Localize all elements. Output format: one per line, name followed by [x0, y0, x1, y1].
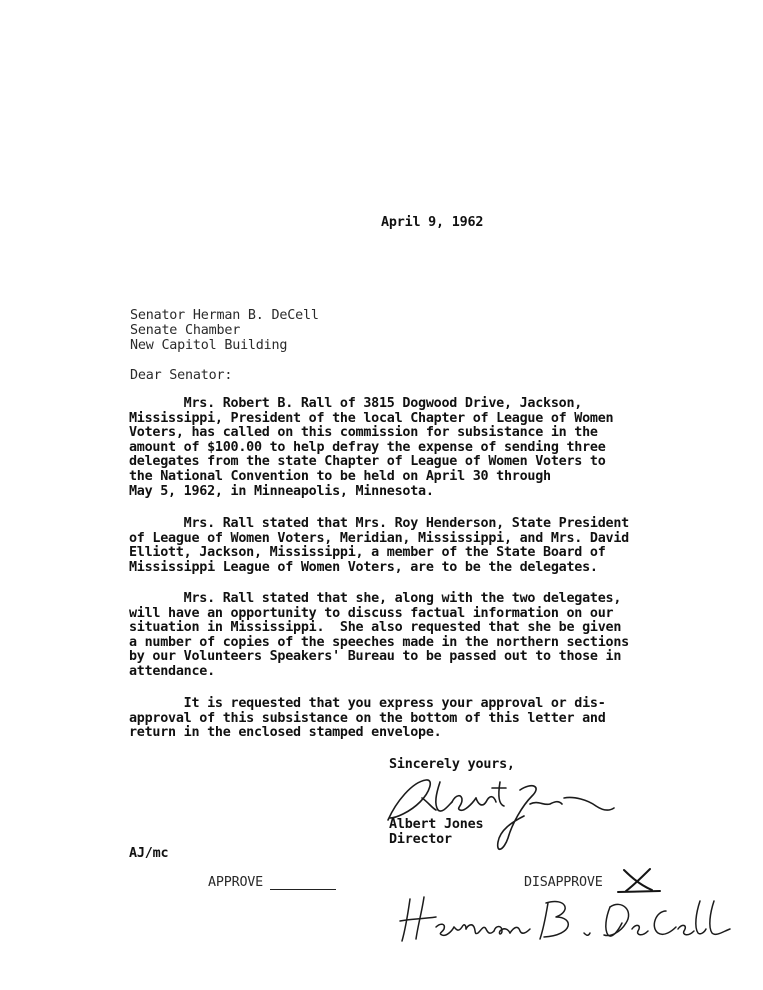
paragraph-line: by our Volunteers Speakers' Bureau to be passed out to those in	[129, 649, 622, 665]
recipient-name: Senator Herman B. DeCell	[130, 308, 319, 323]
paragraph-line: amount of $100.00 to help defray the expense of sending three	[129, 439, 606, 455]
paragraph-line: Mrs. Rall stated that Mrs. Roy Henderson, State President	[129, 516, 629, 531]
paragraph-line: Mississippi, President of the local Chapter of League of Women	[129, 410, 614, 426]
paragraph-line: approval of this subsistance on the bottom of this letter and	[129, 710, 606, 726]
paragraph-line: Voters, has called on this commission for subsistance in the	[129, 425, 598, 441]
recipient-building: New Capitol Building	[130, 338, 288, 353]
paragraph-line: attendance.	[129, 663, 215, 679]
paragraph-line: return in the enclosed stamped envelope.	[129, 725, 442, 741]
sender-title: Director	[389, 832, 452, 847]
approve-label: APPROVE	[208, 875, 264, 890]
paragraph-line: situation in Mississippi. She also requested that she be given	[129, 620, 622, 636]
letter-date: April 9, 1962	[381, 215, 484, 230]
paragraph-line: delegates from the state Chapter of League of Women Voters to	[129, 454, 606, 470]
paragraph-line: Mrs. Rall stated that she, along with the two delegates,	[129, 591, 622, 606]
paragraph-line: It is requested that you express your approval or dis-	[129, 696, 606, 711]
body-paragraph-4	[129, 697, 719, 741]
typist-initials: AJ/mc	[129, 846, 169, 861]
paragraph-line: will have an opportunity to discuss factual information on our	[129, 605, 614, 621]
paragraph-line: a number of copies of the speeches made in the northern sections	[129, 634, 629, 650]
body-paragraph-2	[129, 517, 719, 575]
paragraph-line: May 5, 1962, in Minneapolis, Minnesota.	[129, 483, 434, 499]
recipient-office: Senate Chamber	[130, 323, 241, 338]
approve-signature-line	[270, 889, 336, 890]
recipient-signature	[396, 893, 736, 949]
paragraph-line: the National Convention to be held on April 30 through	[129, 468, 551, 484]
salutation: Dear Senator:	[130, 368, 233, 383]
closing: Sincerely yours,	[389, 757, 515, 772]
disapprove-x-mark	[616, 866, 662, 894]
body-paragraph-3	[129, 592, 719, 680]
paragraph-line: Elliott, Jackson, Mississippi, a member of the State Board of	[129, 545, 606, 561]
disapprove-label: DISAPPROVE	[524, 875, 603, 890]
paragraph-line: Mississippi League of Women Voters, are to be the delegates.	[129, 559, 598, 575]
paragraph-line: of League of Women Voters, Meridian, Mississippi, and Mrs. David	[129, 530, 629, 546]
sender-name: Albert Jones	[389, 817, 484, 832]
body-paragraph-1	[129, 397, 719, 499]
paragraph-line: Mrs. Robert B. Rall of 3815 Dogwood Drive, Jackson,	[129, 396, 583, 411]
